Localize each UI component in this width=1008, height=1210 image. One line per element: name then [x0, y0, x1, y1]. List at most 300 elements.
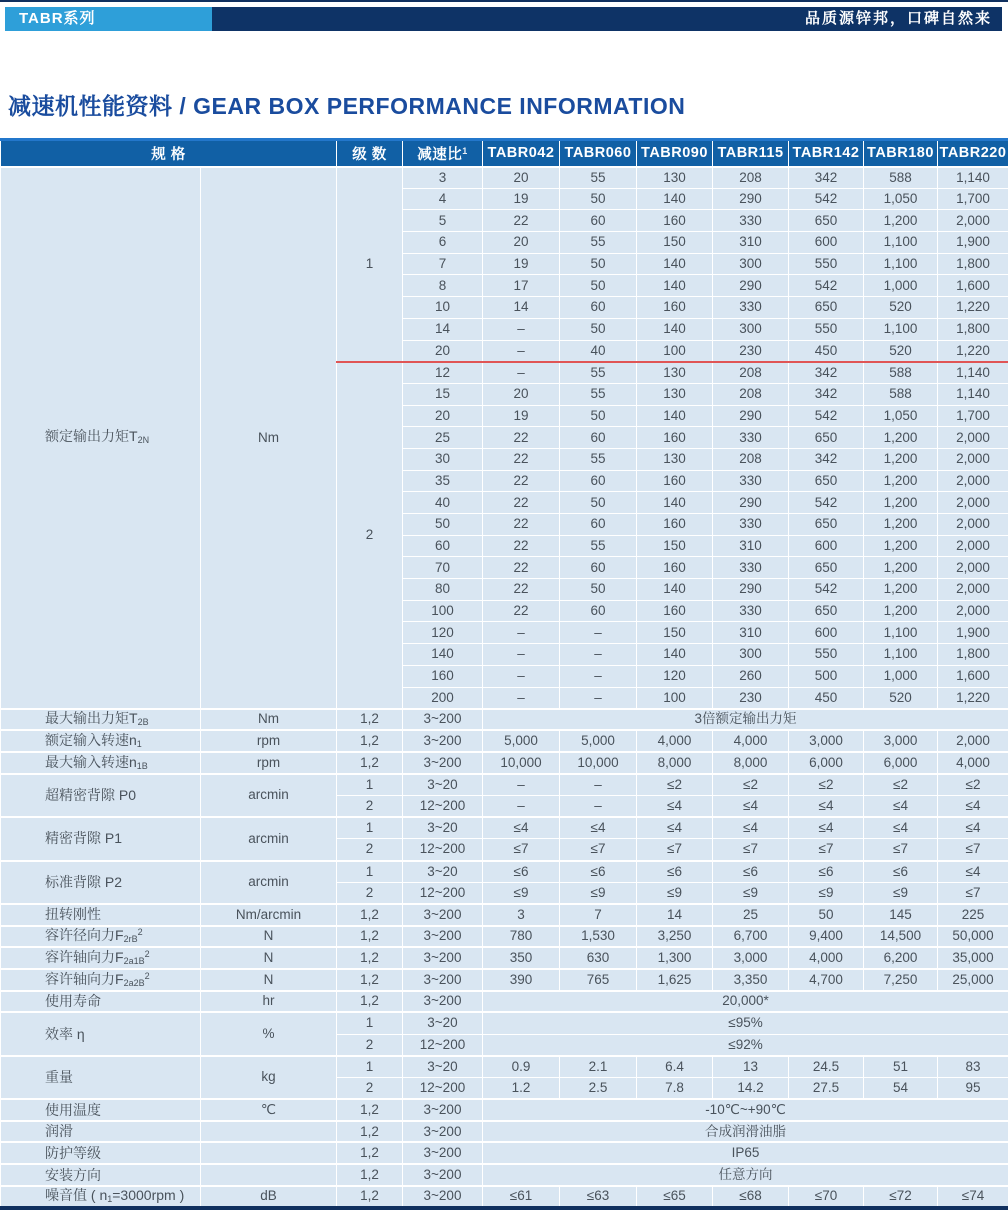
value-cell: 1,140 — [938, 362, 1008, 384]
value-cell: 54 — [864, 1077, 938, 1099]
ratio-cell: 3~200 — [403, 752, 483, 774]
stage-cell: 1 — [337, 1012, 403, 1034]
value-cell: 1,200 — [864, 448, 938, 470]
value-cell: 160 — [637, 210, 713, 232]
value-cell: ≤4 — [938, 817, 1008, 839]
unit-cell: Nm/arcmin — [201, 904, 337, 926]
value-cell: 1,100 — [864, 253, 938, 275]
value-cell: 83 — [938, 1056, 1008, 1078]
value-cell: 342 — [789, 362, 864, 384]
value-cell: – — [483, 795, 560, 817]
ratio-cell: 80 — [403, 579, 483, 601]
ratio-cell: 15 — [403, 383, 483, 405]
ratio-cell: 7 — [403, 253, 483, 275]
value-cell: 300 — [713, 318, 789, 340]
merged-value-cell: -10℃~+90℃ — [483, 1099, 1008, 1121]
value-cell: 542 — [789, 188, 864, 210]
spec-label-cell: 容许轴向力$F_{2a2B}^2$ — [1, 969, 201, 991]
value-cell: 145 — [864, 904, 938, 926]
value-cell: 60 — [560, 600, 637, 622]
value-cell: 1,200 — [864, 210, 938, 232]
spec-label-cell: 扭转刚性 — [1, 904, 201, 926]
value-cell: 600 — [789, 535, 864, 557]
value-cell: ≤7 — [789, 839, 864, 861]
value-cell: – — [483, 687, 560, 709]
value-cell: ≤6 — [864, 861, 938, 883]
value-cell: 55 — [560, 232, 637, 254]
value-cell: – — [483, 774, 560, 796]
value-cell: 1,200 — [864, 470, 938, 492]
value-cell: 14,500 — [864, 926, 938, 948]
ratio-cell: 12~200 — [403, 882, 483, 904]
unit-cell: rpm — [201, 730, 337, 752]
value-cell: 1,200 — [864, 492, 938, 514]
value-cell: 2,000 — [938, 448, 1008, 470]
value-cell: 14 — [483, 297, 560, 319]
value-cell: 22 — [483, 492, 560, 514]
value-cell: ≤72 — [864, 1186, 938, 1208]
value-cell: 50 — [560, 405, 637, 427]
value-cell: 55 — [560, 535, 637, 557]
value-cell: 542 — [789, 405, 864, 427]
value-cell: 650 — [789, 514, 864, 536]
value-cell: 2,000 — [938, 492, 1008, 514]
merged-value-cell: 任意方向 — [483, 1164, 1008, 1186]
value-cell: 300 — [713, 644, 789, 666]
value-cell: 20 — [483, 232, 560, 254]
value-cell: ≤9 — [483, 882, 560, 904]
value-cell: 310 — [713, 535, 789, 557]
stage-cell: 1,2 — [337, 904, 403, 926]
value-cell: – — [483, 362, 560, 384]
value-cell: 650 — [789, 470, 864, 492]
value-cell: 0.9 — [483, 1056, 560, 1078]
value-cell: 450 — [789, 687, 864, 709]
spec-row — [1, 969, 1008, 991]
value-cell: 9,400 — [789, 926, 864, 948]
value-cell: 130 — [637, 362, 713, 384]
value-cell: 208 — [713, 362, 789, 384]
value-cell: 140 — [637, 318, 713, 340]
stage-cell: 1,2 — [337, 926, 403, 948]
stage-cell: 1,2 — [337, 1142, 403, 1164]
ratio-cell: 12~200 — [403, 1077, 483, 1099]
unit-cell: Nm — [201, 709, 337, 731]
value-cell: 1,220 — [938, 687, 1008, 709]
value-cell: 22 — [483, 210, 560, 232]
value-cell: 3,000 — [713, 947, 789, 969]
value-cell: 1,800 — [938, 253, 1008, 275]
unit-cell: arcmin — [201, 817, 337, 860]
value-cell: 1,900 — [938, 622, 1008, 644]
stage-cell: 1,2 — [337, 947, 403, 969]
value-cell: 1,700 — [938, 188, 1008, 210]
stage-cell: 1,2 — [337, 1121, 403, 1143]
value-cell: ≤4 — [789, 817, 864, 839]
value-cell: ≤2 — [864, 774, 938, 796]
value-cell: 150 — [637, 535, 713, 557]
value-cell: 22 — [483, 557, 560, 579]
value-cell: 55 — [560, 448, 637, 470]
value-cell: 330 — [713, 210, 789, 232]
value-cell: 650 — [789, 557, 864, 579]
value-cell: 2,000 — [938, 470, 1008, 492]
merged-value-cell: 合成润滑油脂 — [483, 1121, 1008, 1143]
value-cell: ≤4 — [864, 817, 938, 839]
ratio-cell: 3~200 — [403, 1164, 483, 1186]
value-cell: 2,000 — [938, 535, 1008, 557]
unit-cell: hr — [201, 991, 337, 1013]
unit-cell — [201, 1121, 337, 1143]
value-cell: 100 — [637, 340, 713, 362]
value-cell: 310 — [713, 232, 789, 254]
top-header-bar — [5, 7, 1002, 31]
ratio-cell: 3~20 — [403, 1056, 483, 1078]
stage-cell: 2 — [337, 839, 403, 861]
value-cell: 2,000 — [938, 514, 1008, 536]
value-cell: 50 — [789, 904, 864, 926]
column-header: 减速比$^1$ — [403, 140, 483, 167]
value-cell: 140 — [637, 188, 713, 210]
spec-label-cell: 使用温度 — [1, 1099, 201, 1121]
unit-cell: % — [201, 1012, 337, 1055]
value-cell: 13 — [713, 1056, 789, 1078]
value-cell: 2,000 — [938, 730, 1008, 752]
value-cell: ≤61 — [483, 1186, 560, 1208]
value-cell: 17 — [483, 275, 560, 297]
value-cell: 310 — [713, 622, 789, 644]
spec-label-cell: 超精密背隙 P0 — [1, 774, 201, 817]
unit-cell: N — [201, 969, 337, 991]
value-cell: 2,000 — [938, 579, 1008, 601]
value-cell: 1,200 — [864, 535, 938, 557]
column-header: TABR115 — [713, 140, 789, 167]
value-cell: 330 — [713, 600, 789, 622]
value-cell: 19 — [483, 188, 560, 210]
value-cell: 19 — [483, 253, 560, 275]
value-cell: 60 — [560, 514, 637, 536]
value-cell: 25,000 — [938, 969, 1008, 991]
value-cell: 27.5 — [789, 1077, 864, 1099]
merged-value-cell: 3倍额定输出力矩 — [483, 709, 1008, 731]
ratio-cell: 60 — [403, 535, 483, 557]
value-cell: ≤4 — [938, 861, 1008, 883]
value-cell: 60 — [560, 557, 637, 579]
value-cell: 290 — [713, 492, 789, 514]
value-cell: 230 — [713, 340, 789, 362]
value-cell: – — [560, 622, 637, 644]
value-cell: – — [483, 622, 560, 644]
value-cell: 650 — [789, 427, 864, 449]
value-cell: 350 — [483, 947, 560, 969]
value-cell: 160 — [637, 557, 713, 579]
value-cell: 342 — [789, 167, 864, 189]
ratio-cell: 20 — [403, 405, 483, 427]
unit-cell: N — [201, 926, 337, 948]
value-cell: ≤9 — [560, 882, 637, 904]
value-cell: – — [483, 665, 560, 687]
ratio-cell: 70 — [403, 557, 483, 579]
value-cell: 3 — [483, 904, 560, 926]
value-cell: 120 — [637, 665, 713, 687]
value-cell: 55 — [560, 167, 637, 189]
value-cell: 330 — [713, 514, 789, 536]
spec-row — [1, 1142, 1008, 1164]
value-cell: 542 — [789, 492, 864, 514]
top-border-line — [0, 0, 1008, 2]
value-cell: 160 — [637, 297, 713, 319]
unit-cell: rpm — [201, 752, 337, 774]
value-cell: 2,000 — [938, 210, 1008, 232]
gearbox-performance-table — [0, 138, 1008, 1210]
value-cell: 160 — [637, 470, 713, 492]
spec-label-cell: 噪音值 ( $n_1=3000rpm$ ) — [1, 1186, 201, 1208]
value-cell: 6,000 — [789, 752, 864, 774]
header-row — [1, 140, 1008, 167]
stage-cell: 1,2 — [337, 1186, 403, 1208]
spec-row — [1, 774, 1008, 796]
value-cell: 3,350 — [713, 969, 789, 991]
value-cell: 100 — [637, 687, 713, 709]
stage-cell: 1 — [337, 1056, 403, 1078]
stage-cell: 2 — [337, 1034, 403, 1056]
value-cell: ≤65 — [637, 1186, 713, 1208]
value-cell: 588 — [864, 383, 938, 405]
value-cell: 650 — [789, 297, 864, 319]
value-cell: 4,000 — [789, 947, 864, 969]
value-cell: 1,050 — [864, 188, 938, 210]
ratio-cell: 3~20 — [403, 861, 483, 883]
value-cell: 2,000 — [938, 600, 1008, 622]
value-cell: 2,000 — [938, 557, 1008, 579]
stage-cell: 1 — [337, 861, 403, 883]
stage-cell: 2 — [337, 882, 403, 904]
value-cell: 588 — [864, 362, 938, 384]
ratio-cell: 40 — [403, 492, 483, 514]
value-cell: ≤7 — [483, 839, 560, 861]
spec-label-cell: 标准背隙 P2 — [1, 861, 201, 904]
value-cell: 290 — [713, 579, 789, 601]
spec-row — [1, 1186, 1008, 1208]
ratio-cell: 12 — [403, 362, 483, 384]
value-cell: 22 — [483, 448, 560, 470]
torque-row — [1, 167, 1008, 189]
value-cell: 1.2 — [483, 1077, 560, 1099]
ratio-cell: 3~200 — [403, 991, 483, 1013]
stage-cell: 1,2 — [337, 752, 403, 774]
value-cell: 1,900 — [938, 232, 1008, 254]
value-cell: 160 — [637, 514, 713, 536]
ratio-cell: 160 — [403, 665, 483, 687]
value-cell: 1,100 — [864, 622, 938, 644]
ratio-cell: 140 — [403, 644, 483, 666]
value-cell: 600 — [789, 232, 864, 254]
value-cell: 130 — [637, 167, 713, 189]
value-cell: ≤4 — [938, 795, 1008, 817]
spec-row — [1, 1012, 1008, 1034]
value-cell: ≤9 — [713, 882, 789, 904]
spec-row — [1, 709, 1008, 731]
value-cell: 140 — [637, 492, 713, 514]
value-cell: 22 — [483, 514, 560, 536]
ratio-cell: 30 — [403, 448, 483, 470]
value-cell: 22 — [483, 600, 560, 622]
value-cell: ≤7 — [938, 839, 1008, 861]
value-cell: ≤9 — [637, 882, 713, 904]
spec-label-cell: 容许径向力$F_{2rB}^2$ — [1, 926, 201, 948]
spec-row — [1, 752, 1008, 774]
value-cell: ≤4 — [637, 817, 713, 839]
value-cell: 6.4 — [637, 1056, 713, 1078]
value-cell: 4,000 — [938, 752, 1008, 774]
ratio-cell: 4 — [403, 188, 483, 210]
value-cell: ≤2 — [938, 774, 1008, 796]
column-header: TABR220 — [938, 140, 1008, 167]
value-cell: 10,000 — [560, 752, 637, 774]
merged-value-cell: ≤95% — [483, 1012, 1008, 1034]
value-cell: 19 — [483, 405, 560, 427]
ratio-cell: 3~20 — [403, 817, 483, 839]
value-cell: 10,000 — [483, 752, 560, 774]
value-cell: – — [483, 644, 560, 666]
ratio-cell: 200 — [403, 687, 483, 709]
value-cell: 342 — [789, 383, 864, 405]
spec-row — [1, 730, 1008, 752]
stage-cell: 1,2 — [337, 709, 403, 731]
spec-row — [1, 904, 1008, 926]
value-cell: 2.5 — [560, 1077, 637, 1099]
value-cell: 35,000 — [938, 947, 1008, 969]
spec-label-cell: 防护等级 — [1, 1142, 201, 1164]
value-cell: 160 — [637, 427, 713, 449]
value-cell: – — [560, 795, 637, 817]
stage-cell: 1,2 — [337, 991, 403, 1013]
value-cell: 50 — [560, 275, 637, 297]
value-cell: 140 — [637, 253, 713, 275]
value-cell: 1,200 — [864, 427, 938, 449]
value-cell: 290 — [713, 188, 789, 210]
column-header: 规 格 — [1, 140, 337, 167]
ratio-cell: 3~20 — [403, 1012, 483, 1034]
value-cell: 160 — [637, 600, 713, 622]
value-cell: 1,000 — [864, 665, 938, 687]
value-cell: 300 — [713, 253, 789, 275]
value-cell: 1,625 — [637, 969, 713, 991]
value-cell: 1,100 — [864, 318, 938, 340]
spec-row — [1, 1164, 1008, 1186]
value-cell: 1,600 — [938, 275, 1008, 297]
unit-cell: Nm — [201, 167, 337, 709]
value-cell: 1,050 — [864, 405, 938, 427]
value-cell: 1,200 — [864, 514, 938, 536]
spec-label-cell: 容许轴向力$F_{2a1B}^2$ — [1, 947, 201, 969]
value-cell: 500 — [789, 665, 864, 687]
value-cell: 2.1 — [560, 1056, 637, 1078]
value-cell: 5,000 — [483, 730, 560, 752]
value-cell: – — [483, 340, 560, 362]
ratio-cell: 12~200 — [403, 1034, 483, 1056]
unit-cell: arcmin — [201, 774, 337, 817]
value-cell: 1,140 — [938, 167, 1008, 189]
value-cell: 140 — [637, 405, 713, 427]
ratio-cell: 120 — [403, 622, 483, 644]
value-cell: 14 — [637, 904, 713, 926]
value-cell: 150 — [637, 622, 713, 644]
value-cell: 208 — [713, 448, 789, 470]
value-cell: 55 — [560, 383, 637, 405]
value-cell: 22 — [483, 579, 560, 601]
ratio-cell: 12~200 — [403, 839, 483, 861]
value-cell: 290 — [713, 405, 789, 427]
value-cell: 3,250 — [637, 926, 713, 948]
value-cell: 1,600 — [938, 665, 1008, 687]
stage-cell: 2 — [337, 1077, 403, 1099]
value-cell: ≤74 — [938, 1186, 1008, 1208]
value-cell: ≤2 — [789, 774, 864, 796]
value-cell: 765 — [560, 969, 637, 991]
value-cell: ≤7 — [637, 839, 713, 861]
value-cell: 20 — [483, 167, 560, 189]
value-cell: 542 — [789, 275, 864, 297]
ratio-cell: 8 — [403, 275, 483, 297]
value-cell: ≤6 — [637, 861, 713, 883]
value-cell: 8,000 — [713, 752, 789, 774]
value-cell: 208 — [713, 167, 789, 189]
value-cell: ≤4 — [560, 817, 637, 839]
ratio-cell: 100 — [403, 600, 483, 622]
spec-label-cell: 润滑 — [1, 1121, 201, 1143]
ratio-cell: 12~200 — [403, 795, 483, 817]
value-cell: 50,000 — [938, 926, 1008, 948]
value-cell: 330 — [713, 427, 789, 449]
value-cell: 550 — [789, 253, 864, 275]
ratio-cell: 35 — [403, 470, 483, 492]
stage-cell: 1 — [337, 167, 403, 362]
value-cell: 550 — [789, 644, 864, 666]
value-cell: ≤7 — [864, 839, 938, 861]
ratio-cell: 6 — [403, 232, 483, 254]
unit-cell: N — [201, 947, 337, 969]
spec-row — [1, 861, 1008, 883]
value-cell: ≤70 — [789, 1186, 864, 1208]
value-cell: ≤7 — [713, 839, 789, 861]
stage-cell: 1,2 — [337, 730, 403, 752]
column-header: TABR060 — [560, 140, 637, 167]
value-cell: 1,800 — [938, 318, 1008, 340]
stage-cell: 1 — [337, 774, 403, 796]
value-cell: 450 — [789, 340, 864, 362]
spec-label-cell: 效率 η — [1, 1012, 201, 1055]
ratio-cell: 3~200 — [403, 709, 483, 731]
value-cell: ≤4 — [713, 817, 789, 839]
value-cell: 7 — [560, 904, 637, 926]
value-cell: ≤4 — [637, 795, 713, 817]
value-cell: 95 — [938, 1077, 1008, 1099]
value-cell: 22 — [483, 470, 560, 492]
value-cell: ≤2 — [713, 774, 789, 796]
value-cell: – — [560, 644, 637, 666]
spec-label-cell: 额定输入转速$n_1$ — [1, 730, 201, 752]
value-cell: 290 — [713, 275, 789, 297]
unit-cell: ℃ — [201, 1099, 337, 1121]
merged-value-cell: 20,000* — [483, 991, 1008, 1013]
spec-row — [1, 1056, 1008, 1078]
value-cell: 650 — [789, 210, 864, 232]
value-cell: 630 — [560, 947, 637, 969]
value-cell: 230 — [713, 687, 789, 709]
value-cell: 140 — [637, 275, 713, 297]
value-cell: 588 — [864, 167, 938, 189]
